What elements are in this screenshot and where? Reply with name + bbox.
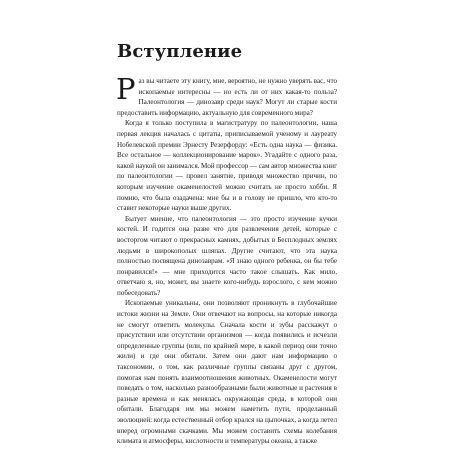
paragraph-1-text: аз вы читаете эту книгу, мне, вероятно, не нужно уверять вас, что ископаемые интересны — но есть ли от них какая-то польза? Палеонтология — динозавр среди наук? Могут ли старые кости предоставить информацию, актуальную для современного мира?	[117, 77, 337, 117]
drop-cap: Р	[116, 72, 136, 106]
paragraph-2: Когда я только поступила в магистратуру по палеонтологии, наша первая лекция началась с цитаты, приписываемой ученому и лауреату Нобелевской премии Эрнесту Резерфорду: «Есть одна наука — физика. Все остальное — коллекционирование марок». Угадайте с одного раза, какой наукой он занимался. Мой профессор — сам автор множества книг по палеонтологии — провел занятие, приводя множество причин, по которым изучение окаменелостей можно считать не просто хобби. Я помню, что была озадачена: мне бы и в голову не пришло, что кто-то ставит некоторые науки выше других.	[117, 119, 337, 213]
paragraph-4: Ископаемые уникальны, они позволяют проникнуть в глубочайшие истоки жизни на Земле. Они отвечают на вопросы, на которые никогда не смогут ответить молекулы. Сначала кости и зубы расскажут о присутствии или отсутствии организмов — когда появились и исчезли определенные группы (или, по крайней мере, в какой период они точно жили) и где они обитали. Затем они дают нам информацию о таксономии, о том, как различные группы связаны друг с другом, помогая нам понять взаимоотношения животных. Окаменелости могут поведать о том, насколько разнообразными были животные и растения в разные времена и как менялась окружающая среда, в которой они обитали. Благодаря им мы можем наметить пути, проделанный эволюцией: когда естественный отбор крался на цыпочках, а когда летел вперед огромными скачками. Мы можем составить схемы колебания климата и атмосферы, кислотности и температуры океана, а также	[117, 299, 337, 446]
paragraph-1	[116, 72, 337, 118]
body-text	[116, 72, 337, 447]
paragraph-3: Бытует мнение, что палеонтология — это просто изучение кучки костей. И годится она разве что для развлечения детей, которые с восторгом читают о прекрасных камнях, добытых в Бесплодных землях людьми в широкополых шляпах. Другие считают, что эта наука полностью посвящена динозаврам. «Я знаю одного ребенка, он бы тебе понравился!» — мне приходится часто такое слышать. Как мило, ответчаю я, но, может, вы знаете кого-нибудь взрослого, с кем можно побеседовать?	[117, 214, 337, 297]
chapter-title: Вступление	[117, 41, 243, 62]
